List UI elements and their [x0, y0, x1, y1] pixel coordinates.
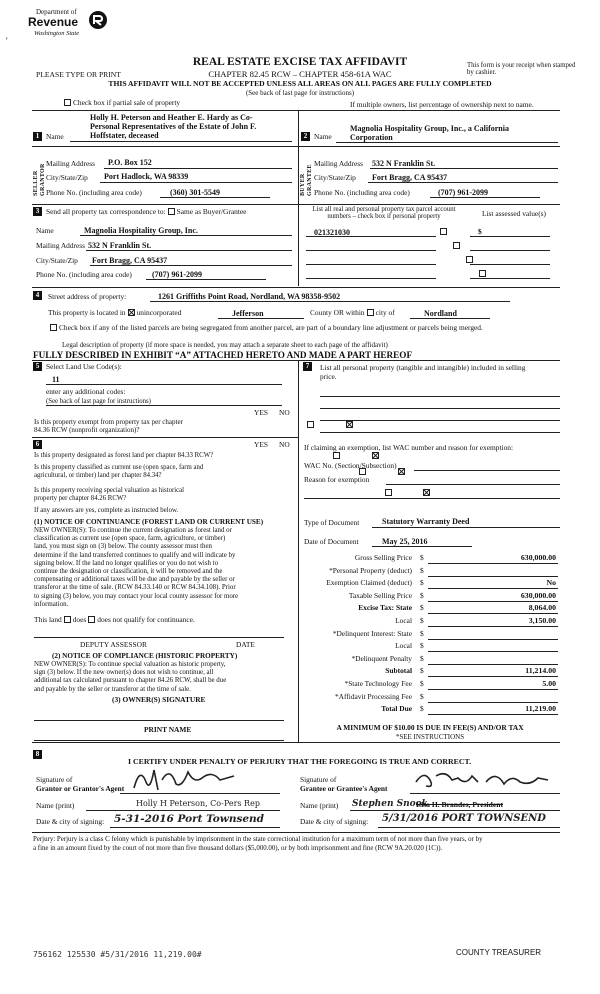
seller-name-line2: Personal Representatives of the Estate of John F. — [90, 122, 257, 131]
dor-dept-line2: Revenue — [28, 15, 79, 29]
wac-underline — [414, 470, 560, 471]
print-name-label: PRINT NAME — [144, 725, 192, 734]
perjury-note — [33, 836, 483, 853]
assessed-underline-4 — [470, 278, 550, 279]
buyer-address-underline — [370, 168, 558, 169]
fee-underline — [428, 714, 558, 715]
street-underline — [150, 301, 510, 302]
buyer-name-label: Name — [314, 132, 332, 141]
partial-sale-box[interactable] — [64, 99, 71, 106]
fee-underline — [428, 676, 558, 677]
grantor-agent-label: Grantor or Grantor's Agent — [36, 784, 125, 793]
county-value: Jefferson — [232, 309, 264, 318]
current-use-no-checkbox[interactable] — [398, 468, 405, 475]
section-1-mid-rule — [32, 146, 298, 147]
personal-property-checkbox-2[interactable] — [453, 242, 460, 249]
cashier-stamp: 756162 125530 #5/31/2016 11,219.00# — [33, 950, 202, 959]
city-underline — [410, 318, 490, 319]
grantee-signature-icon — [412, 768, 552, 794]
grantee-sig-label: Signature of — [300, 775, 337, 784]
fee-underline — [428, 588, 558, 589]
fee-dollar: $ — [420, 553, 424, 562]
reason-underline-1 — [386, 484, 560, 485]
taxcorr-address: 532 N Franklin St. — [88, 241, 152, 250]
this-land-label: This land — [34, 615, 62, 624]
personal-line-3 — [320, 420, 560, 421]
sec6-yes-header: YES — [254, 440, 268, 449]
does-not-label: does not qualify for continuance. — [97, 615, 195, 624]
parcel-number: 021321030 — [314, 228, 350, 237]
historic-question-line1: Is this property receiving special valuation as historical — [34, 487, 185, 494]
fee-value: 11,219.00 — [525, 704, 556, 714]
doc-date: May 25, 2016 — [382, 537, 428, 546]
assessed-underline-2 — [470, 250, 550, 251]
multiple-owners-note: If multiple owners, list percentage of ownership next to name. — [350, 100, 534, 109]
fee-dollar: $ — [420, 653, 424, 663]
assessor-date-label: DATE — [236, 640, 255, 649]
taxcorr-phone-label: Phone No. (including area code) — [36, 270, 132, 279]
section-6-top-rule — [32, 437, 298, 438]
fee-underline — [428, 689, 558, 690]
notice2-title: (2) NOTICE OF COMPLIANCE (HISTORIC PROPERTY) — [52, 652, 238, 660]
owner-signature-underline — [34, 720, 284, 721]
fee-dollar: $ — [420, 679, 424, 688]
personal-property-checkbox-4[interactable] — [479, 270, 486, 277]
reason-underline-2 — [304, 498, 560, 499]
fee-dollar: $ — [420, 578, 424, 588]
seller-city-label: City/State/Zip — [46, 173, 88, 182]
exempt-no-checkbox[interactable] — [346, 421, 353, 428]
reason-label: Reason for exemption — [304, 475, 370, 484]
perjury-line: a fine in an amount fixed by the court of not more than five thousand dollars ($5,000.00), or by both imprisonment and fine (RCW 9A.20.020 (1C)). — [33, 844, 443, 852]
personal-property-checkbox-3[interactable] — [466, 256, 473, 263]
buyer-address-label: Mailing Address — [314, 159, 364, 168]
parcel-underline-2 — [306, 250, 436, 251]
doc-date-label: Date of Document — [304, 537, 359, 546]
parcel-underline-4 — [306, 278, 436, 279]
margin-tick: ' — [6, 36, 8, 46]
taxcorr-city-underline — [90, 265, 292, 266]
sec6-no-header: NO — [279, 440, 290, 449]
section-3-number: 3 — [33, 207, 42, 216]
grantee-date-underline — [378, 827, 560, 828]
buyer-city: Fort Bragg, CA 95437 — [372, 173, 448, 182]
seller-address-underline — [104, 168, 292, 169]
segregation-checkbox[interactable] — [50, 324, 57, 331]
fee-label: Local — [395, 616, 412, 625]
does-not-checkbox[interactable] — [88, 616, 95, 623]
fee-dollar: $ — [420, 641, 424, 651]
fee-value: 8,064.00 — [528, 603, 556, 613]
fee-dollar: $ — [420, 590, 424, 600]
parcel-underline-1 — [306, 236, 436, 237]
historic-question-line2: property per chapter 84.26 RCW? — [34, 495, 127, 502]
personal-property-checkbox-1[interactable] — [440, 228, 447, 235]
fee-value: 3,150.00 — [528, 616, 556, 625]
wac-label: WAC No. (Section/Subsection) — [304, 461, 397, 470]
does-checkbox[interactable] — [64, 616, 71, 623]
grantee-agent-label: Grantee or Grantee's Agent — [300, 784, 388, 793]
same-as-buyer-label: Same as Buyer/Grantee — [176, 207, 247, 216]
segregation-row — [48, 324, 483, 333]
section-6-number: 6 — [33, 440, 42, 449]
grantee-date-label: Date & city of signing: — [300, 817, 369, 826]
dor-dept-line3: Washington State — [34, 30, 80, 37]
fee-label: Exemption Claimed (deduct) — [326, 578, 412, 588]
notice2-line: additional tax calculated pursuant to chapter 84.26 RCW, shall be due — [34, 677, 227, 685]
fee-underline — [428, 601, 558, 602]
county-underline — [218, 318, 304, 319]
fee-underline — [428, 563, 558, 564]
section-2-mid-rule — [298, 146, 560, 147]
fee-label: Gross Selling Price — [354, 553, 412, 562]
notice2-line: NEW OWNER(S): To continue special valuation as historic property, — [34, 661, 226, 668]
section-5-top-rule — [32, 360, 560, 361]
fee-label: *Delinquent Penalty — [351, 653, 412, 663]
personal-line-1 — [320, 396, 560, 397]
fee-value: 630,000.00 — [520, 590, 556, 600]
unincorporated-label: unincorporated — [136, 308, 182, 317]
fee-value: No — [546, 578, 556, 588]
form-title: REAL ESTATE EXCISE TAX AFFIDAVIT — [192, 56, 408, 68]
fee-label: *Personal Property (deduct) — [329, 565, 412, 575]
partial-sale-label: Check box if partial sale of property — [73, 98, 181, 107]
taxcorr-city-label: City/State/Zip — [36, 256, 78, 265]
please-type: PLEASE TYPE OR PRINT — [36, 70, 121, 79]
notice1-body — [34, 527, 238, 609]
this-land-row — [34, 616, 195, 625]
within-city-checkbox[interactable] — [367, 309, 374, 316]
fee-dollar: $ — [420, 565, 424, 575]
seller-phone-underline — [160, 197, 270, 198]
print-name-underline — [34, 740, 284, 741]
see-instructions: *SEE INSTRUCTIONS — [395, 733, 465, 741]
seller-name-label: Name — [46, 132, 64, 141]
fee-label: Total Due — [381, 704, 412, 714]
buyer-phone-label: Phone No. (including area code) — [314, 188, 410, 197]
fee-dollar: $ — [420, 616, 424, 625]
historic-no-checkbox[interactable] — [423, 489, 430, 496]
partial-sale-checkbox[interactable] — [62, 99, 180, 108]
buyer-name-line1: Magnolia Hospitality Group, Inc., a California — [350, 124, 509, 133]
parcel-heading-line2: numbers – check box if personal property — [327, 213, 441, 220]
forest-yes-checkbox[interactable] — [333, 452, 340, 459]
doc-type-label: Type of Document — [304, 518, 360, 527]
land-use-code: 11 — [52, 375, 60, 384]
taxcorr-name-label: Name — [36, 226, 54, 235]
taxcorr-name: Magnolia Hospitality Group, Inc. — [84, 226, 198, 235]
sec5-no-header: NO — [279, 408, 290, 417]
notice1-line: determine if the land transferred continues to qualify and will indicate by — [34, 551, 236, 559]
buyer-city-label: City/State/Zip — [314, 173, 356, 182]
fee-label: *State Technology Fee — [344, 679, 412, 688]
additional-codes-label: enter any additional codes: — [46, 387, 126, 396]
notice1-line: NEW OWNER(S): To continue the current designation as forest land or — [34, 527, 232, 534]
section-1-2-divider — [298, 110, 299, 204]
forest-question: Is this property designated as forest land per chapter 84.33 RCW? — [34, 452, 214, 459]
section-1-top-rule — [32, 110, 560, 111]
grantor-date-underline — [110, 827, 280, 828]
notice2-body — [34, 661, 226, 694]
section-8-top-rule — [32, 742, 560, 743]
grantor-name: Holly H Peterson, Co-Pers Rep — [136, 799, 260, 808]
deputy-assessor-underline — [34, 637, 284, 638]
grantor-sig-underline — [120, 793, 280, 794]
taxcorr-heading-text: Send all property tax correspondence to: — [46, 207, 166, 216]
assessed-underline-1 — [470, 236, 550, 237]
buyer-phone: (707) 961-2099 — [438, 188, 488, 197]
county-treasurer-label: COUNTY TREASURER — [456, 948, 542, 957]
personal-property-line2: price. — [320, 372, 337, 381]
fee-underline — [428, 613, 558, 614]
fee-underline — [428, 626, 558, 627]
notice1-line: signing below. If the land no longer qualifies or you do not wish to — [34, 559, 219, 567]
personal-line-4 — [320, 432, 560, 433]
assessed-underline-3 — [470, 264, 550, 265]
taxcorr-heading — [46, 208, 246, 217]
left-right-divider — [298, 360, 299, 742]
fee-label: Subtotal — [385, 666, 412, 676]
sec5-yes-header: YES — [254, 408, 268, 417]
street-address: 1261 Griffiths Point Road, Nordland, WA 98358-9502 — [158, 292, 341, 301]
located-label: This property is located in — [48, 308, 126, 317]
dor-logo — [28, 8, 108, 46]
seller-phone: (360) 301-5549 — [170, 188, 220, 197]
section-7-number: 7 — [303, 362, 312, 371]
notice1-line: land, you must sign on (3) below. The county assessor must then — [34, 543, 212, 551]
forest-no-checkbox[interactable] — [372, 452, 379, 459]
exempt-question-line1: Is this property exempt from property tax per chapter — [34, 418, 183, 426]
seller-name-underline — [70, 141, 292, 142]
exemption-label: If claiming an exemption, list WAC number and reason for exemption: — [304, 443, 514, 452]
taxcorr-phone: (707) 961-2099 — [152, 270, 202, 279]
street-label: Street address of property: — [48, 292, 127, 301]
land-use-underline — [46, 384, 282, 385]
buyer-phone-underline — [430, 197, 540, 198]
fully-described: FULLY DESCRIBED IN EXHIBIT “A” ATTACHED HERETO AND MADE A PART HEREOF — [33, 350, 413, 360]
buyer-name-line2: Corporation — [350, 133, 393, 142]
dor-seal-icon — [88, 10, 108, 30]
section-4-top-rule — [32, 287, 560, 288]
grantor-date: 5-31-2016 Port Townsend — [114, 813, 265, 825]
grantor-date-label: Date & city of signing: — [36, 817, 105, 826]
seller-city: Port Hadlock, WA 98339 — [104, 172, 189, 181]
seller-name-line1: Holly H. Peterson and Heather E. Hardy as Co- — [90, 113, 253, 122]
taxcorr-name-underline — [80, 235, 292, 236]
section-5-number: 5 — [33, 362, 42, 371]
section-2-number: 2 — [301, 132, 310, 141]
parcel-heading-line1: List all real and personal property tax parcel account — [312, 206, 456, 213]
if-yes-note: If any answers are yes, complete as instructed below. — [34, 507, 179, 514]
personal-line-2 — [320, 408, 560, 409]
certify-statement: I CERTIFY UNDER PENALTY OF PERJURY THAT THE FOREGOING IS TRUE AND CORRECT. — [128, 757, 472, 766]
fee-dollar: $ — [420, 691, 424, 701]
county-city-row — [310, 309, 395, 318]
fee-label: Taxable Selling Price — [348, 590, 412, 600]
current-use-question-line2: agricultural, or timber) land per chapter 84.34? — [34, 472, 162, 479]
notice1-line: information. — [34, 600, 69, 608]
buyer-city-underline — [368, 182, 558, 183]
does-label: does — [72, 615, 87, 624]
taxcorr-address-underline — [86, 250, 292, 251]
buyer-address: 532 N Franklin St. — [372, 159, 436, 168]
fee-underline — [428, 664, 558, 665]
notice1-line: continue the designation or classification, it will be removed and the — [34, 568, 223, 576]
legal-description-label: Legal description of property (if more space is needed, you may attach a separate sheet to each page of the affidavit) — [62, 341, 388, 349]
grantee-name: Stephen Snook — [352, 799, 428, 809]
seller-address-label: Mailing Address — [46, 159, 96, 168]
section-4-number: 4 — [33, 291, 42, 300]
fee-underline — [428, 639, 558, 640]
minimum-note: A MINIMUM OF $10.00 IS DUE IN FEE(S) AND/OR TAX — [336, 723, 524, 732]
grantor-name-underline — [86, 810, 280, 811]
section-3-top-rule — [32, 204, 560, 205]
city-value: Nordland — [424, 309, 457, 318]
notice1-line: transferor at the time of sale. (RCW 84.33.140 or RCW 84.34.108). Prior — [34, 584, 236, 592]
personal-property-line1: List all personal property (tangible and intangible) included in selling — [320, 363, 526, 372]
city-of-label: city of — [375, 308, 395, 317]
located-in-row — [48, 309, 181, 318]
fee-value: 11,214.00 — [525, 666, 556, 676]
doc-date-underline — [372, 546, 472, 547]
buyer-side-label: BUYER GRANTEE — [300, 164, 313, 196]
notice1-line: to signing (3) below, you may contact your local county assessor for more — [34, 592, 239, 600]
fee-dollar: $ — [420, 603, 424, 613]
deputy-assessor-label: DEPUTY ASSESSOR — [80, 640, 147, 649]
fee-dollar: $ — [420, 666, 424, 676]
fee-label: Excise Tax: State — [358, 603, 412, 613]
segregation-label: Check box if any of the listed parcels are being segregated from another parcel, are part of a boundary line adjustment or parcels being merged. — [59, 323, 483, 332]
fee-underline — [428, 576, 558, 577]
grantee-struck-name: Lisa H. Brandes, President — [416, 800, 503, 809]
form-chapter: CHAPTER 82.45 RCW – CHAPTER 458-61A WAC — [208, 69, 392, 79]
seller-city-underline — [100, 182, 292, 183]
grantee-name-label: Name (print) — [300, 801, 339, 810]
see-back-note: (See back of last page for instructions) — [245, 89, 355, 97]
county-label: County OR within — [310, 308, 365, 317]
fee-dollar: $ — [420, 628, 424, 638]
assessed-heading: List assessed value(s) — [481, 209, 547, 218]
fee-underline — [428, 702, 558, 703]
fee-value: 630,000.00 — [520, 553, 556, 562]
exempt-question-line2: 84.36 RCW (nonprofit organization)? — [34, 426, 140, 434]
owner-signature-label: (3) OWNER(S) SIGNATURE — [112, 695, 206, 704]
taxcorr-address-label: Mailing Address — [36, 241, 86, 250]
exempt-yes-checkbox[interactable] — [307, 421, 314, 428]
grantee-name-underline — [350, 810, 560, 811]
perjury-line: Perjury: Perjury is a class C felony which is punishable by imprisonment in the state correctional institution for a maximum term of not more than five years, or by — [33, 836, 483, 843]
doc-type-underline — [372, 527, 560, 528]
unincorporated-checkbox[interactable] — [128, 309, 135, 316]
section-3-divider — [298, 204, 299, 286]
current-use-question-line1: Is this property classified as current use (open space, farm and — [34, 464, 204, 471]
sec5-see-back: (See back of last page for instructions) — [46, 398, 151, 405]
grantor-sig-label: Signature of — [36, 775, 73, 784]
doc-type: Statutory Warranty Deed — [382, 517, 470, 526]
notice1-line: classification as current use (open space, farm, agriculture, or timber) — [34, 535, 226, 543]
grantee-date: 5/31/2016 PORT TOWNSEND — [382, 813, 546, 824]
section-1-number: 1 — [33, 132, 42, 141]
seller-phone-label: Phone No. (including area code) — [46, 188, 142, 197]
notice1-title: (1) NOTICE OF CONTINUANCE (FOREST LAND OR CURRENT USE) — [34, 518, 264, 526]
same-as-buyer-checkbox[interactable] — [168, 208, 175, 215]
parcel-underline-3 — [306, 264, 436, 265]
land-use-label: Select Land Use Code(s): — [46, 362, 122, 371]
taxcorr-phone-underline — [146, 279, 266, 280]
not-accepted-note: THIS AFFIDAVIT WILL NOT BE ACCEPTED UNLESS ALL AREAS ON ALL PAGES ARE FULLY COMPLETED — [108, 79, 492, 88]
fee-dollar: $ — [420, 704, 424, 714]
fee-underline — [428, 651, 558, 652]
fee-label: *Delinquent Interest: State — [332, 628, 412, 638]
taxcorr-city: Fort Bragg, CA 95437 — [92, 256, 168, 265]
grantee-sig-underline — [410, 793, 560, 794]
dor-dept-line1: Department of — [36, 8, 77, 16]
perjury-top-rule — [32, 832, 560, 833]
fee-value: 5.00 — [542, 679, 556, 688]
buyer-name-underline — [336, 142, 558, 143]
notice1-line: compensating or additional taxes will be due and payable by the seller or — [34, 576, 235, 584]
fee-label: Local — [395, 641, 412, 651]
seller-name-line3: Hoffstater, deceased — [90, 131, 159, 140]
notice2-line: sign (3) below. If the new owner(s) does not wish to continue, all — [34, 669, 214, 677]
seller-address: P.O. Box 152 — [108, 158, 152, 167]
grantor-signature-icon — [130, 762, 240, 794]
section-8-number: 8 — [33, 750, 42, 759]
notice2-line: and payable by the seller or transferor at the time of sale. — [34, 685, 191, 693]
seller-side-label: SELLER GRANTOR — [33, 163, 46, 196]
grantor-name-label: Name (print) — [36, 801, 75, 810]
assessed-dollar: $ — [478, 227, 482, 236]
receipt-note: This form is your receipt when stamped by cashier. — [467, 62, 576, 77]
historic-yes-checkbox[interactable] — [385, 489, 392, 496]
fee-label: *Affidavit Processing Fee — [334, 691, 412, 701]
